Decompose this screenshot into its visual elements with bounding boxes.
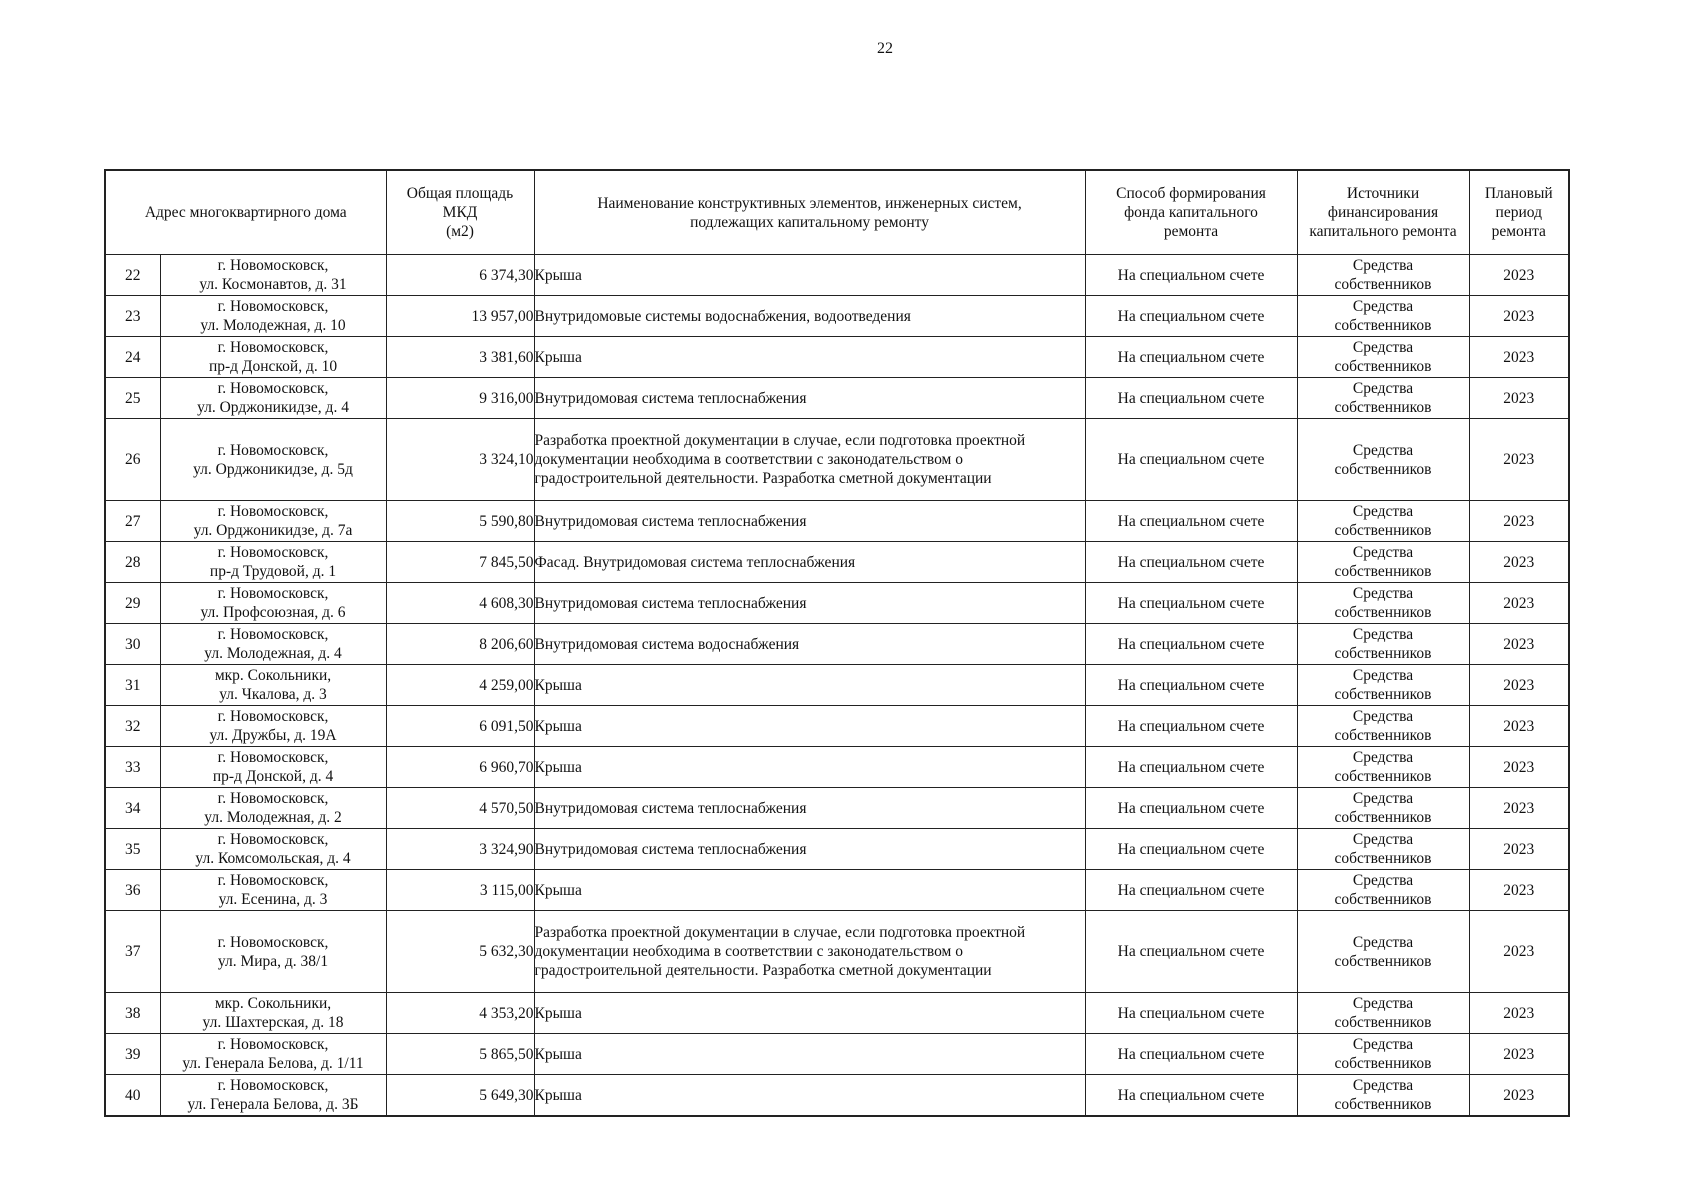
method-cell: На специальном счете: [1085, 542, 1297, 583]
work-cell: Крыша: [534, 1034, 1085, 1075]
source-cell: [1297, 747, 1469, 788]
header-period-line: Плановый: [1484, 185, 1553, 202]
row-number: 28: [105, 542, 160, 583]
method-cell: На специальном счете: [1085, 829, 1297, 870]
address-line-1: г. Новомосковск,: [217, 1036, 329, 1053]
area-cell: 3 324,10: [386, 419, 534, 501]
source-line-2: собственников: [1334, 686, 1432, 703]
table-row: [105, 788, 1569, 829]
source-cell: [1297, 1034, 1469, 1075]
table-row: [105, 501, 1569, 542]
source-cell: [1297, 665, 1469, 706]
source-line-1: Средства: [1352, 749, 1414, 766]
source-line-1: Средства: [1352, 995, 1414, 1012]
row-number: 31: [105, 665, 160, 706]
row-number: 40: [105, 1075, 160, 1117]
work-cell: Фасад. Внутридомовая система теплоснабжения: [534, 542, 1085, 583]
source-cell: [1297, 788, 1469, 829]
source-line-2: собственников: [1334, 952, 1432, 970]
method-cell: На специальном счете: [1085, 1075, 1297, 1117]
source-line-1: Средства: [1352, 708, 1414, 725]
source-cell: [1297, 624, 1469, 665]
period-cell: 2023: [1469, 296, 1569, 337]
header-method: [1085, 170, 1297, 255]
source-line-1: Средства: [1352, 339, 1414, 356]
work-cell: Крыша: [534, 706, 1085, 747]
address-line-2: пр-д Трудовой, д. 1: [209, 563, 337, 580]
method-cell: На специальном счете: [1085, 624, 1297, 665]
method-cell: На специальном счете: [1085, 788, 1297, 829]
header-area-line: Общая площадь: [406, 185, 514, 202]
header-period-line: период: [1495, 204, 1542, 221]
method-cell: На специальном счете: [1085, 911, 1297, 993]
address-line-2: ул. Орджоникидзе, д. 7а: [193, 522, 353, 539]
source-line-2: собственников: [1334, 645, 1432, 662]
address-cell: [160, 993, 386, 1034]
work-cell: Внутридомовая система водоснабжения: [534, 624, 1085, 665]
source-line-2: собственников: [1334, 460, 1432, 478]
work-cell: Внутридомовая система теплоснабжения: [534, 583, 1085, 624]
source-line-1: Средства: [1352, 544, 1414, 561]
source-line-2: собственников: [1334, 768, 1432, 785]
table-row: [105, 296, 1569, 337]
source-cell: [1297, 419, 1469, 501]
header-elements-line: подлежащих капитальному ремонту: [690, 213, 929, 231]
address-line-1: мкр. Сокольники,: [214, 667, 332, 684]
source-line-1: Средства: [1352, 585, 1414, 602]
method-cell: На специальном счете: [1085, 993, 1297, 1034]
source-line-2: собственников: [1334, 317, 1432, 334]
header-period: [1469, 170, 1569, 255]
method-cell: На специальном счете: [1085, 583, 1297, 624]
period-cell: 2023: [1469, 255, 1569, 296]
period-cell: 2023: [1469, 419, 1569, 501]
work-cell: Разработка проектной документации в случае, если подготовка проектной документации необходима в соответствии с законодательством о градостроительной деятельности. Разработка сметной документации: [534, 911, 1085, 993]
method-cell: На специальном счете: [1085, 255, 1297, 296]
header-method-line: Способ формирования: [1116, 185, 1266, 202]
address-cell: [160, 501, 386, 542]
table-header-row: [105, 170, 1569, 255]
header-elements: [534, 170, 1085, 255]
address-cell: [160, 1075, 386, 1117]
area-cell: 4 608,30: [386, 583, 534, 624]
period-cell: 2023: [1469, 911, 1569, 993]
source-cell: [1297, 296, 1469, 337]
address-cell: [160, 542, 386, 583]
source-line-1: Средства: [1352, 257, 1414, 274]
address-line-1: г. Новомосковск,: [217, 298, 329, 315]
row-number: 24: [105, 337, 160, 378]
period-cell: 2023: [1469, 337, 1569, 378]
table-row: [105, 419, 1569, 501]
method-cell: На специальном счете: [1085, 1034, 1297, 1075]
work-cell: Крыша: [534, 747, 1085, 788]
address-line-1: г. Новомосковск,: [217, 503, 329, 520]
table-row: [105, 870, 1569, 911]
address-line-1: г. Новомосковск,: [217, 749, 329, 766]
source-line-2: собственников: [1334, 891, 1432, 908]
table-row: [105, 1075, 1569, 1117]
area-cell: 6 091,50: [386, 706, 534, 747]
address-line-2: ул. Генерала Белова, д. 3Б: [187, 1096, 359, 1113]
address-line-1: г. Новомосковск,: [217, 872, 329, 889]
source-line-2: собственников: [1334, 563, 1432, 580]
address-line-1: г. Новомосковск,: [217, 1077, 329, 1094]
address-cell: [160, 706, 386, 747]
address-line-2: ул. Чкалова, д. 3: [219, 686, 327, 703]
header-address: Адрес многоквартирного дома: [105, 170, 386, 255]
row-number: 36: [105, 870, 160, 911]
address-cell: [160, 255, 386, 296]
header-source: [1297, 170, 1469, 255]
row-number: 25: [105, 378, 160, 419]
table-row: [105, 747, 1569, 788]
address-cell: [160, 747, 386, 788]
source-cell: [1297, 501, 1469, 542]
address-line-2: ул. Генерала Белова, д. 1/11: [182, 1055, 364, 1072]
address-line-1: г. Новомосковск,: [217, 544, 329, 561]
area-cell: 5 590,80: [386, 501, 534, 542]
area-cell: 3 324,90: [386, 829, 534, 870]
table-row: [105, 337, 1569, 378]
source-line-2: собственников: [1334, 1055, 1432, 1072]
address-cell: [160, 1034, 386, 1075]
source-line-2: собственников: [1334, 358, 1432, 375]
source-line-1: Средства: [1352, 441, 1414, 459]
period-cell: 2023: [1469, 583, 1569, 624]
row-number: 27: [105, 501, 160, 542]
source-line-2: собственников: [1334, 809, 1432, 826]
area-cell: 4 353,20: [386, 993, 534, 1034]
period-cell: 2023: [1469, 378, 1569, 419]
address-line-2: ул. Шахтерская, д. 18: [202, 1014, 344, 1031]
work-cell: Внутридомовая система теплоснабжения: [534, 788, 1085, 829]
address-line-1: г. Новомосковск,: [217, 339, 329, 356]
period-cell: 2023: [1469, 706, 1569, 747]
work-cell: Внутридомовые системы водоснабжения, водоотведения: [534, 296, 1085, 337]
source-cell: [1297, 870, 1469, 911]
address-line-1: мкр. Сокольники,: [214, 995, 332, 1012]
method-cell: На специальном счете: [1085, 747, 1297, 788]
table-row: [105, 829, 1569, 870]
source-line-2: собственников: [1334, 604, 1432, 621]
header-area-line: МКД: [442, 204, 478, 221]
source-cell: [1297, 911, 1469, 993]
work-cell: Крыша: [534, 1075, 1085, 1117]
address-line-2: ул. Орджоникидзе, д. 5д: [193, 460, 353, 478]
source-cell: [1297, 337, 1469, 378]
source-cell: [1297, 378, 1469, 419]
area-cell: 13 957,00: [386, 296, 534, 337]
row-number: 33: [105, 747, 160, 788]
row-number: 38: [105, 993, 160, 1034]
work-cell: Крыша: [534, 255, 1085, 296]
period-cell: 2023: [1469, 542, 1569, 583]
work-cell: Внутридомовая система теплоснабжения: [534, 501, 1085, 542]
row-number: 30: [105, 624, 160, 665]
address-line-2: ул. Молодежная, д. 10: [200, 317, 346, 334]
work-cell: Разработка проектной документации в случае, если подготовка проектной документации необходима в соответствии с законодательством о градостроительной деятельности. Разработка сметной документации: [534, 419, 1085, 501]
source-line-2: собственников: [1334, 522, 1432, 539]
table-row: [105, 542, 1569, 583]
period-cell: 2023: [1469, 870, 1569, 911]
source-line-2: собственников: [1334, 1096, 1432, 1113]
address-line-1: г. Новомосковск,: [217, 585, 329, 602]
row-number: 35: [105, 829, 160, 870]
address-line-2: ул. Молодежная, д. 2: [204, 809, 342, 826]
table-row: [105, 255, 1569, 296]
header-area-line: (м2): [446, 223, 474, 240]
work-cell: Крыша: [534, 337, 1085, 378]
header-method-line: ремонта: [1163, 223, 1219, 240]
area-cell: 4 570,50: [386, 788, 534, 829]
area-cell: 8 206,60: [386, 624, 534, 665]
source-line-2: собственников: [1334, 276, 1432, 293]
header-method-line: фонда капитального: [1124, 204, 1258, 221]
source-cell: [1297, 583, 1469, 624]
address-line-2: ул. Космонавтов, д. 31: [199, 276, 347, 293]
row-number: 37: [105, 911, 160, 993]
header-source-line: Источники: [1346, 185, 1420, 202]
address-cell: [160, 419, 386, 501]
address-cell: [160, 296, 386, 337]
method-cell: На специальном счете: [1085, 665, 1297, 706]
work-cell: Крыша: [534, 993, 1085, 1034]
period-cell: 2023: [1469, 993, 1569, 1034]
source-line-1: Средства: [1352, 380, 1414, 397]
table-row: [105, 665, 1569, 706]
area-cell: 6 374,30: [386, 255, 534, 296]
period-cell: 2023: [1469, 747, 1569, 788]
area-cell: 4 259,00: [386, 665, 534, 706]
method-cell: На специальном счете: [1085, 870, 1297, 911]
work-cell: Внутридомовая система теплоснабжения: [534, 829, 1085, 870]
period-cell: 2023: [1469, 1075, 1569, 1117]
source-line-2: собственников: [1334, 1014, 1432, 1031]
table-body: [105, 255, 1569, 1117]
address-line-1: г. Новомосковск,: [217, 257, 329, 274]
area-cell: 5 865,50: [386, 1034, 534, 1075]
method-cell: На специальном счете: [1085, 337, 1297, 378]
address-line-2: ул. Профсоюзная, д. 6: [200, 604, 346, 621]
header-area: [386, 170, 534, 255]
page-number: 22: [877, 40, 893, 57]
table-row: [105, 993, 1569, 1034]
source-cell: [1297, 706, 1469, 747]
work-cell: Крыша: [534, 665, 1085, 706]
method-cell: На специальном счете: [1085, 296, 1297, 337]
table-row: [105, 911, 1569, 993]
source-line-2: собственников: [1334, 850, 1432, 867]
area-cell: 6 960,70: [386, 747, 534, 788]
source-cell: [1297, 829, 1469, 870]
source-line-1: Средства: [1352, 298, 1414, 315]
source-line-1: Средства: [1352, 626, 1414, 643]
address-cell: [160, 829, 386, 870]
source-cell: [1297, 993, 1469, 1034]
source-line-2: собственников: [1334, 399, 1432, 416]
row-number: 34: [105, 788, 160, 829]
source-line-1: Средства: [1352, 1036, 1414, 1053]
repair-plan-table: [104, 169, 1570, 1117]
address-line-1: г. Новомосковск,: [217, 441, 329, 459]
address-cell: [160, 911, 386, 993]
period-cell: 2023: [1469, 829, 1569, 870]
method-cell: На специальном счете: [1085, 501, 1297, 542]
area-cell: 5 632,30: [386, 911, 534, 993]
table-row: [105, 378, 1569, 419]
period-cell: 2023: [1469, 501, 1569, 542]
row-number: 23: [105, 296, 160, 337]
source-line-1: Средства: [1352, 790, 1414, 807]
method-cell: На специальном счете: [1085, 378, 1297, 419]
address-cell: [160, 583, 386, 624]
header-source-line: капитального ремонта: [1309, 223, 1457, 240]
source-line-1: Средства: [1352, 1077, 1414, 1094]
period-cell: 2023: [1469, 788, 1569, 829]
area-cell: 9 316,00: [386, 378, 534, 419]
address-cell: [160, 624, 386, 665]
header-period-line: ремонта: [1491, 223, 1546, 240]
method-cell: На специальном счете: [1085, 706, 1297, 747]
source-line-1: Средства: [1352, 933, 1414, 951]
address-line-2: ул. Дружбы, д. 19А: [209, 727, 337, 744]
method-cell: На специальном счете: [1085, 419, 1297, 501]
table-row: [105, 706, 1569, 747]
area-cell: 7 845,50: [386, 542, 534, 583]
address-line-1: г. Новомосковск,: [217, 831, 329, 848]
source-cell: [1297, 255, 1469, 296]
address-line-1: г. Новомосковск,: [217, 380, 329, 397]
source-line-1: Средства: [1352, 667, 1414, 684]
address-line-2: ул. Мира, д. 38/1: [217, 952, 329, 970]
source-cell: [1297, 1075, 1469, 1117]
source-line-1: Средства: [1352, 831, 1414, 848]
address-line-2: ул. Комсомольская, д. 4: [195, 850, 351, 867]
work-cell: Внутридомовая система теплоснабжения: [534, 378, 1085, 419]
period-cell: 2023: [1469, 624, 1569, 665]
address-line-1: г. Новомосковск,: [217, 708, 329, 725]
address-cell: [160, 788, 386, 829]
row-number: 29: [105, 583, 160, 624]
row-number: 32: [105, 706, 160, 747]
source-line-1: Средства: [1352, 872, 1414, 889]
source-cell: [1297, 542, 1469, 583]
source-line-1: Средства: [1352, 503, 1414, 520]
address-cell: [160, 665, 386, 706]
period-cell: 2023: [1469, 1034, 1569, 1075]
address-line-1: г. Новомосковск,: [217, 626, 329, 643]
area-cell: 3 115,00: [386, 870, 534, 911]
row-number: 39: [105, 1034, 160, 1075]
address-line-2: пр-д Донской, д. 4: [212, 768, 334, 785]
address-line-2: ул. Орджоникидзе, д. 4: [197, 399, 349, 416]
row-number: 22: [105, 255, 160, 296]
address-line-2: ул. Молодежная, д. 4: [204, 645, 342, 662]
work-cell: Крыша: [534, 870, 1085, 911]
address-cell: [160, 870, 386, 911]
table-row: [105, 1034, 1569, 1075]
address-cell: [160, 378, 386, 419]
address-line-1: г. Новомосковск,: [217, 790, 329, 807]
address-line-2: ул. Есенина, д. 3: [218, 891, 328, 908]
period-cell: 2023: [1469, 665, 1569, 706]
address-line-2: пр-д Донской, д. 10: [208, 358, 338, 375]
area-cell: 3 381,60: [386, 337, 534, 378]
header-elements-line: Наименование конструктивных элементов, инженерных систем,: [597, 194, 1022, 212]
table-row: [105, 624, 1569, 665]
table-row: [105, 583, 1569, 624]
header-source-line: финансирования: [1327, 204, 1439, 221]
row-number: 26: [105, 419, 160, 501]
address-line-1: г. Новомосковск,: [217, 933, 329, 951]
source-line-2: собственников: [1334, 727, 1432, 744]
area-cell: 5 649,30: [386, 1075, 534, 1117]
address-cell: [160, 337, 386, 378]
